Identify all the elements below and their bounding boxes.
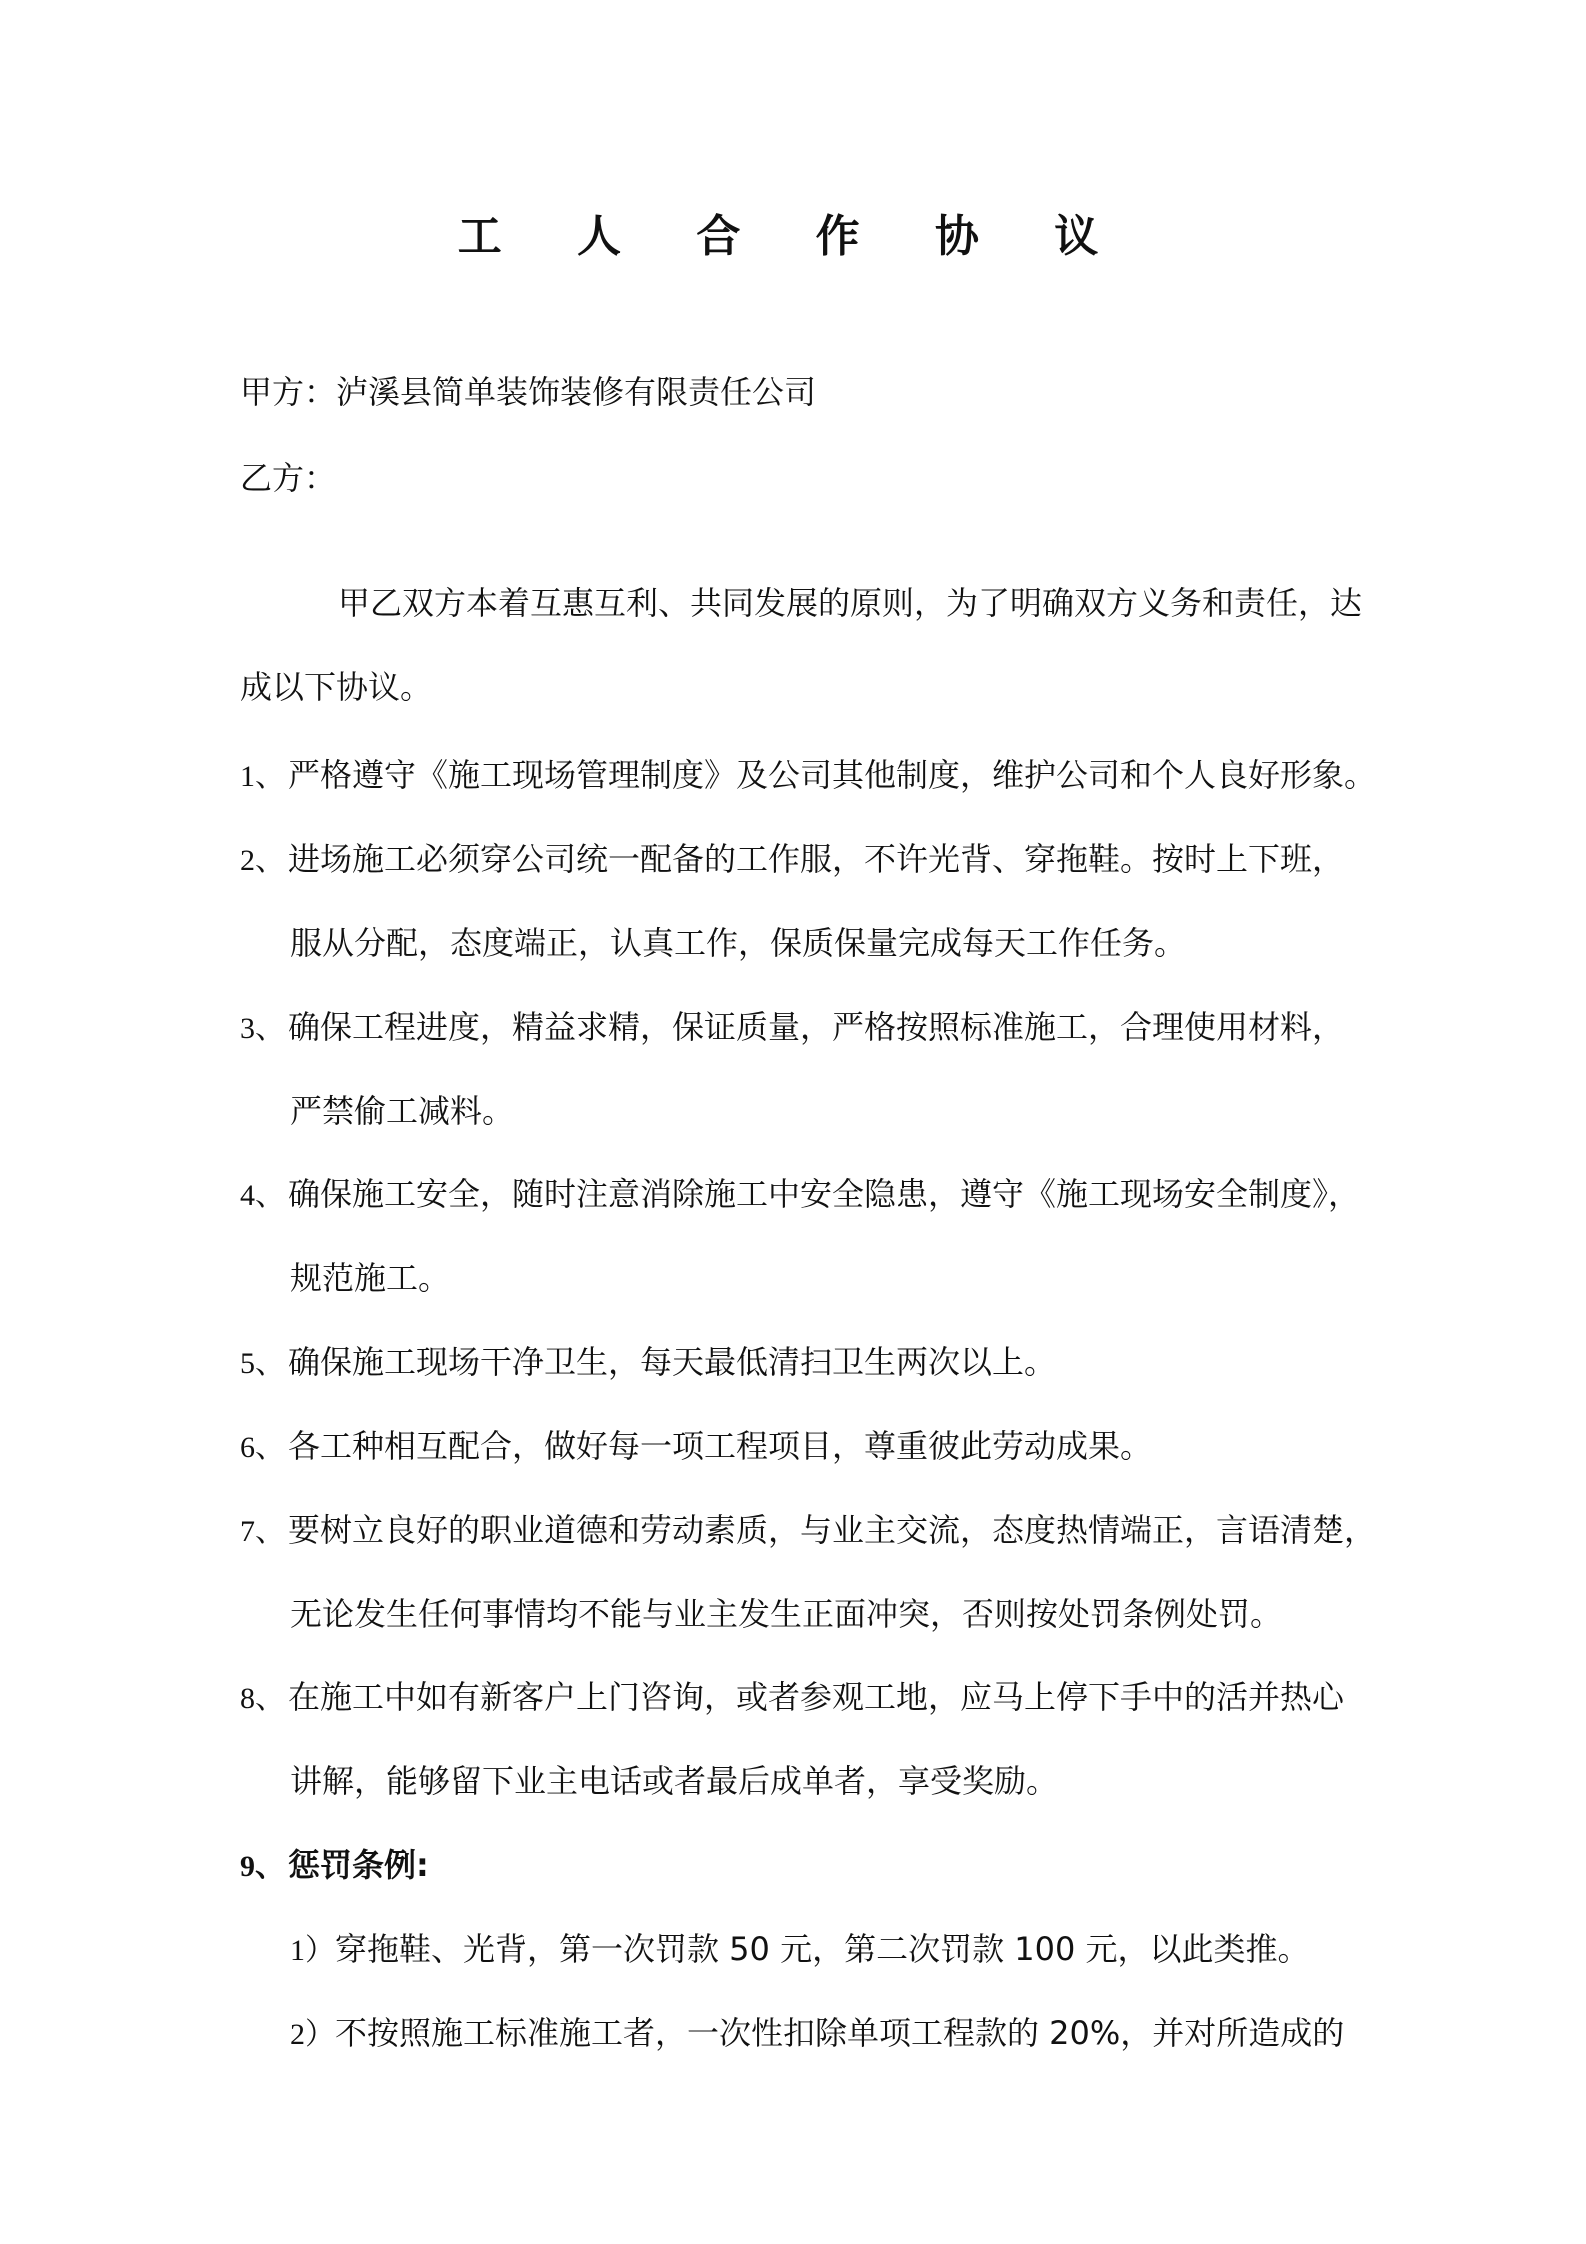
clause-number: 3、 [240,1012,285,1045]
clause-text: 严格遵守《施工现场管理制度》及公司其他制度，维护公司和个人良好形象。 [288,756,1377,794]
clause-text: 确保施工安全，随时注意消除施工中安全隐患，遵守《施工现场安全制度》， [288,1175,1361,1213]
clause-number: 5、 [240,1347,285,1380]
clause-2 [240,839,1344,881]
clause-2-continuation: 服从分配，态度端正，认真工作，保质保量完成每天工作任务。 [290,924,1187,962]
clause-8 [240,1677,1344,1719]
penalty-text: 不按照施工标准施工者，一次性扣除单项工程款的 20%，并对所造成的 [335,2014,1345,2052]
intro-line-1: 甲乙双方本着互惠互利、共同发展的原则，为了明确双方义务和责任，达 [338,584,1363,622]
clause-3-continuation: 严禁偷工减料。 [290,1092,515,1130]
clause-number: 4、 [240,1179,285,1212]
clause-5 [240,1342,1056,1384]
penalty-text: 穿拖鞋、光背，第一次罚款 50 元，第二次罚款 100 元，以此类推。 [335,1930,1310,1968]
clause-7 [240,1510,1376,1552]
clause-4-continuation: 规范施工。 [290,1259,451,1297]
clause-text: 确保工程进度，精益求精，保证质量，严格按照标准施工，合理使用材料， [288,1008,1345,1046]
clause-number: 6、 [240,1431,285,1464]
clause-4 [240,1174,1360,1216]
clause-7-continuation: 无论发生任何事情均不能与业主发生正面冲突，否则按处罚条例处罚。 [290,1595,1283,1633]
clause-1 [240,755,1376,797]
clause-number: 8、 [240,1682,285,1715]
intro-line-2: 成以下协议。 [240,668,433,706]
clause-text: 要树立良好的职业道德和劳动素质，与业主交流，态度热情端正，言语清楚， [288,1511,1377,1549]
clause-9-heading [240,1845,429,1887]
party-b: 乙方： [240,459,337,497]
clause-3 [240,1007,1344,1049]
clause-8-continuation: 讲解，能够留下业主电话或者最后成单者，享受奖励。 [290,1762,1059,1800]
clause-number: 1、 [240,760,285,793]
clause-text: 进场施工必须穿公司统一配备的工作服，不许光背、穿拖鞋。按时上下班， [288,840,1345,878]
clause-text: 各工种相互配合，做好每一项工程项目，尊重彼此劳动成果。 [288,1427,1153,1465]
clause-text: 在施工中如有新客户上门咨询，或者参观工地，应马上停下手中的活并热心 [288,1678,1345,1716]
penalty-1 [290,1929,1310,1971]
clause-number: 2、 [240,844,285,877]
penalty-number: 2） [290,2018,335,2051]
penalty-number: 1） [290,1934,335,1967]
clause-number: 9、 [240,1850,285,1883]
clause-text: 惩罚条例: [288,1846,429,1884]
penalty-2 [290,2013,1344,2055]
clause-text: 确保施工现场干净卫生，每天最低清扫卫生两次以上。 [288,1343,1057,1381]
clause-number: 7、 [240,1515,285,1548]
party-a: 甲方：泸溪县简单装饰装修有限责任公司 [240,373,817,411]
clause-6 [240,1426,1152,1468]
document-title: 工 人 合 作 协 议 [457,211,1129,262]
